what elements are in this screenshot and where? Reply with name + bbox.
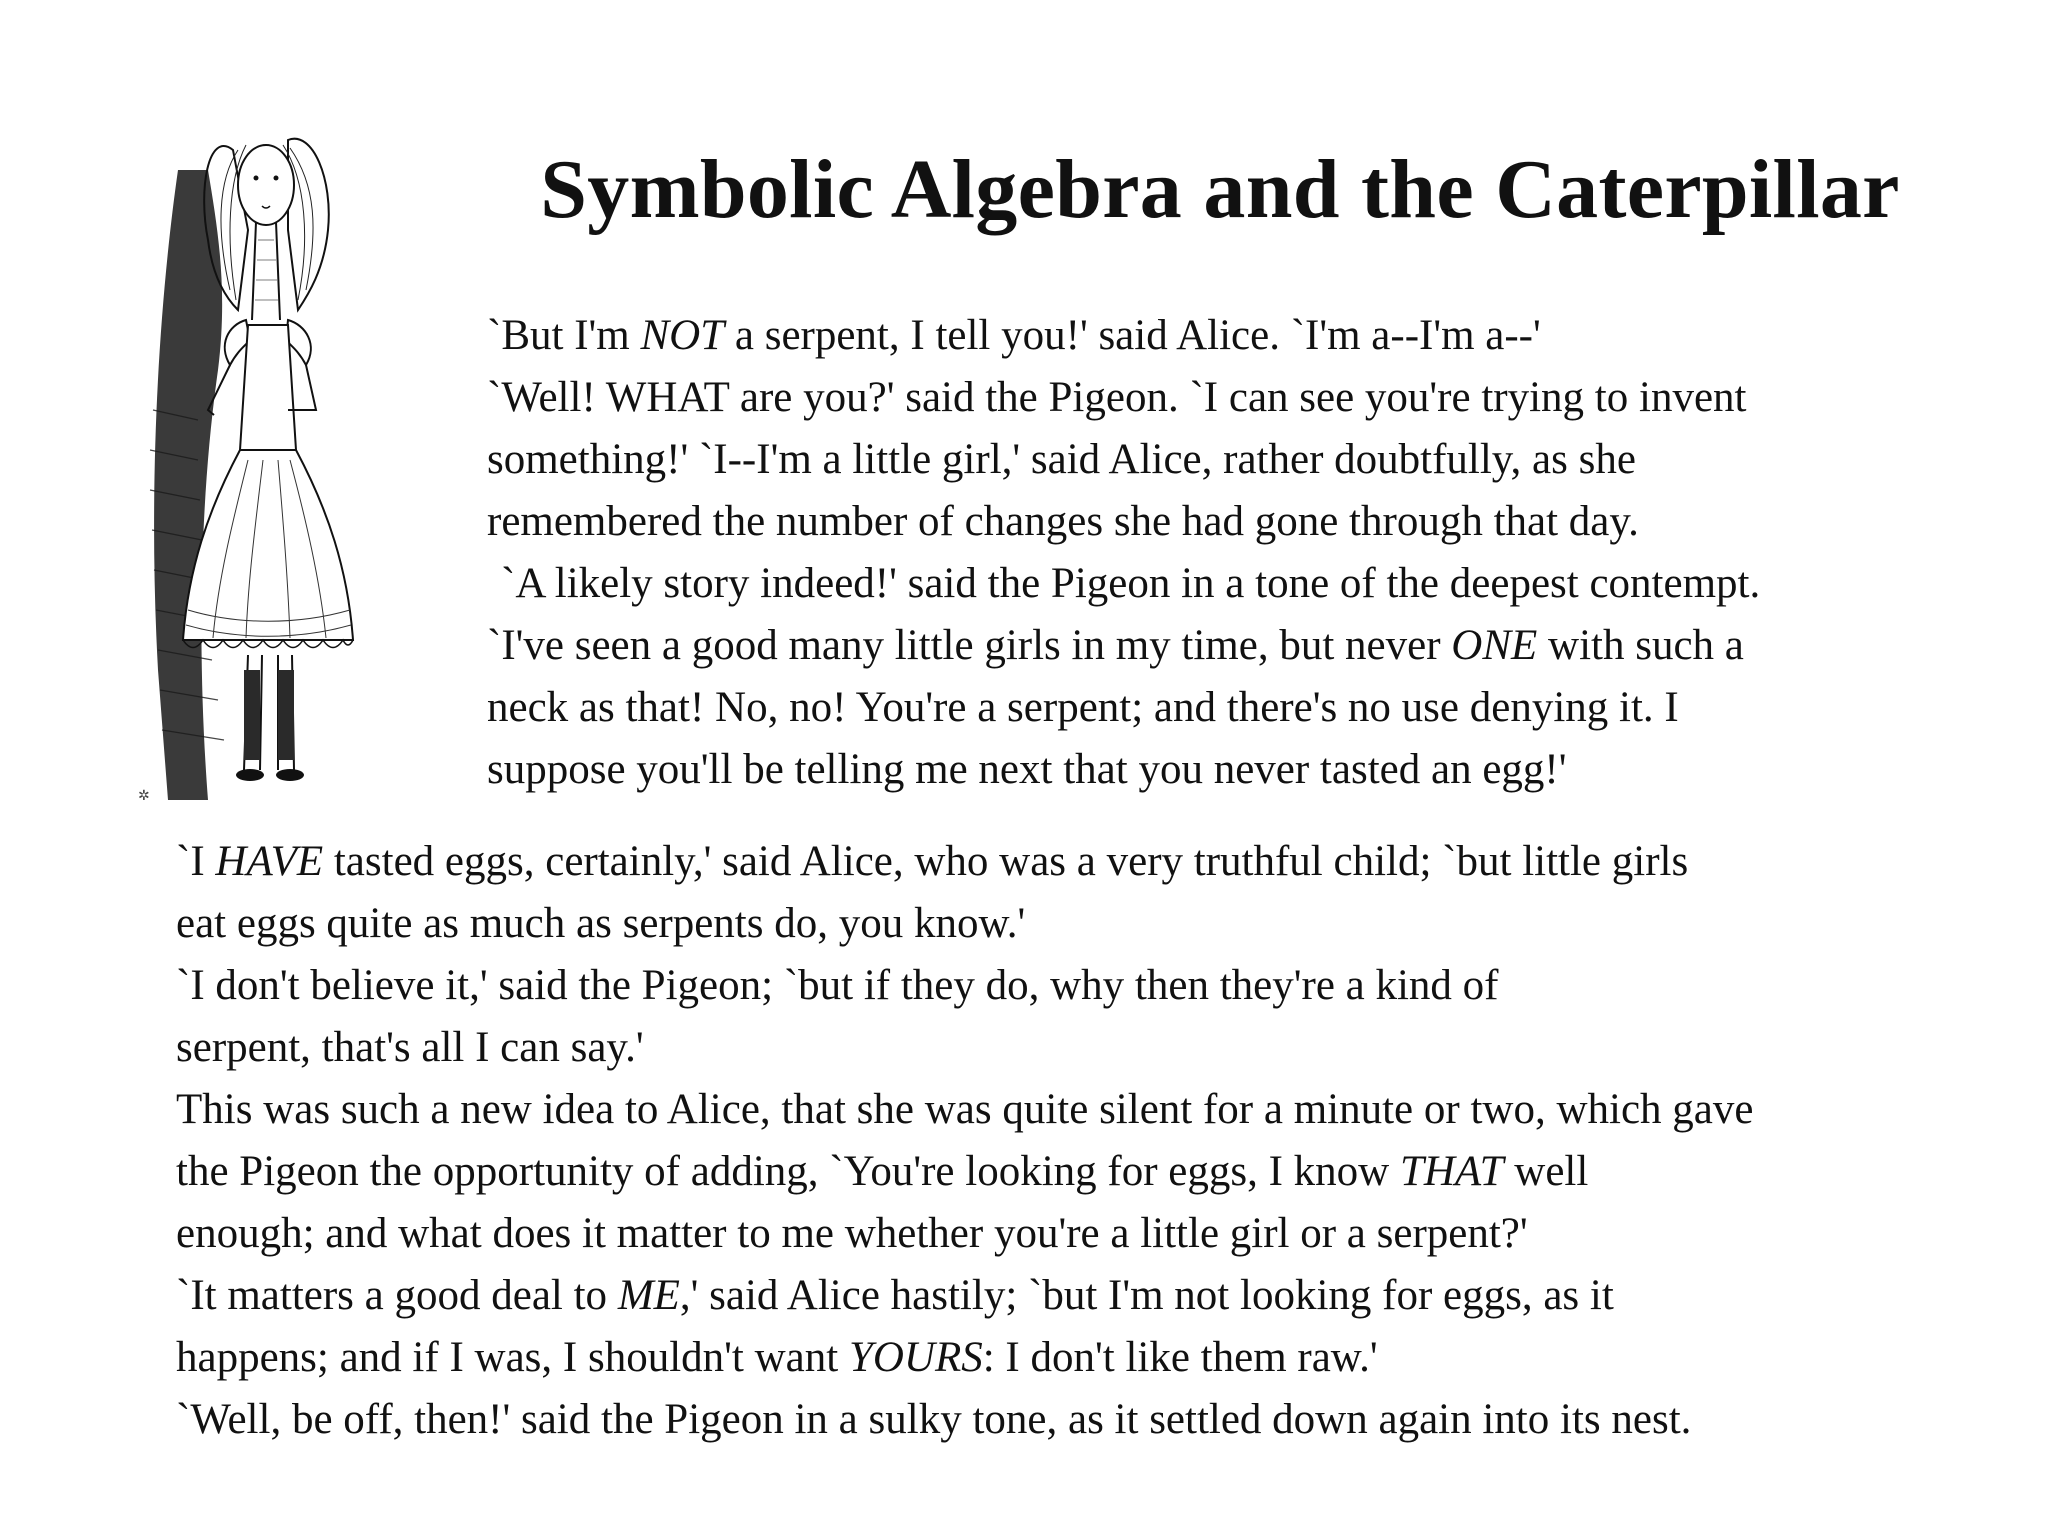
text-line: `Well! WHAT are you?' said the Pigeon. `I can see you're trying to invent (487, 374, 1747, 421)
text-line: `It matters a good deal to ME,' said Alice hastily; `but I'm not looking for eggs, as it (176, 1272, 1614, 1319)
text-line: `Well, be off, then!' said the Pigeon in a sulky tone, as it settled down again into its nest. (176, 1396, 1692, 1443)
text-line: remembered the number of changes she had gone through that day. (487, 498, 1639, 545)
text-line: something!' `I--I'm a little girl,' said Alice, rather doubtfully, as she (487, 436, 1636, 483)
text-line: `But I'm NOT a serpent, I tell you!' said Alice. `I'm a--I'm a--' (487, 312, 1541, 359)
text-line: serpent, that's all I can say.' (176, 1024, 644, 1071)
text-line: enough; and what does it matter to me whether you're a little girl or a serpent?' (176, 1210, 1528, 1257)
page-title: Symbolic Algebra and the Caterpillar (540, 143, 1900, 236)
text-line: suppose you'll be telling me next that you never tasted an egg!' (487, 746, 1567, 793)
text-line: eat eggs quite as much as serpents do, you know.' (176, 900, 1026, 947)
text-line: This was such a new idea to Alice, that she was quite silent for a minute or two, which gave (176, 1086, 1754, 1133)
upper-text-block (487, 305, 1760, 801)
text-line: happens; and if I was, I shouldn't want YOURS: I don't like them raw.' (176, 1334, 1378, 1381)
text-line: neck as that! No, no! You're a serpent; and there's no use denying it. I (487, 684, 1679, 731)
lower-text-block (176, 831, 1753, 1451)
text-line: `I HAVE tasted eggs, certainly,' said Alice, who was a very truthful child; `but little girls (176, 838, 1689, 885)
text-line: the Pigeon the opportunity of adding, `You're looking for eggs, I know THAT well (176, 1148, 1589, 1195)
text-line: `I don't believe it,' said the Pigeon; `but if they do, why then they're a kind of (176, 962, 1499, 1009)
alice-long-neck-illustration (138, 110, 408, 810)
svg-text:✲: ✲ (138, 788, 150, 804)
text-line: `I've seen a good many little girls in my time, but never ONE with such a (487, 622, 1744, 669)
text-line: `A likely story indeed!' said the Pigeon in a tone of the deepest contempt. (501, 560, 1761, 607)
